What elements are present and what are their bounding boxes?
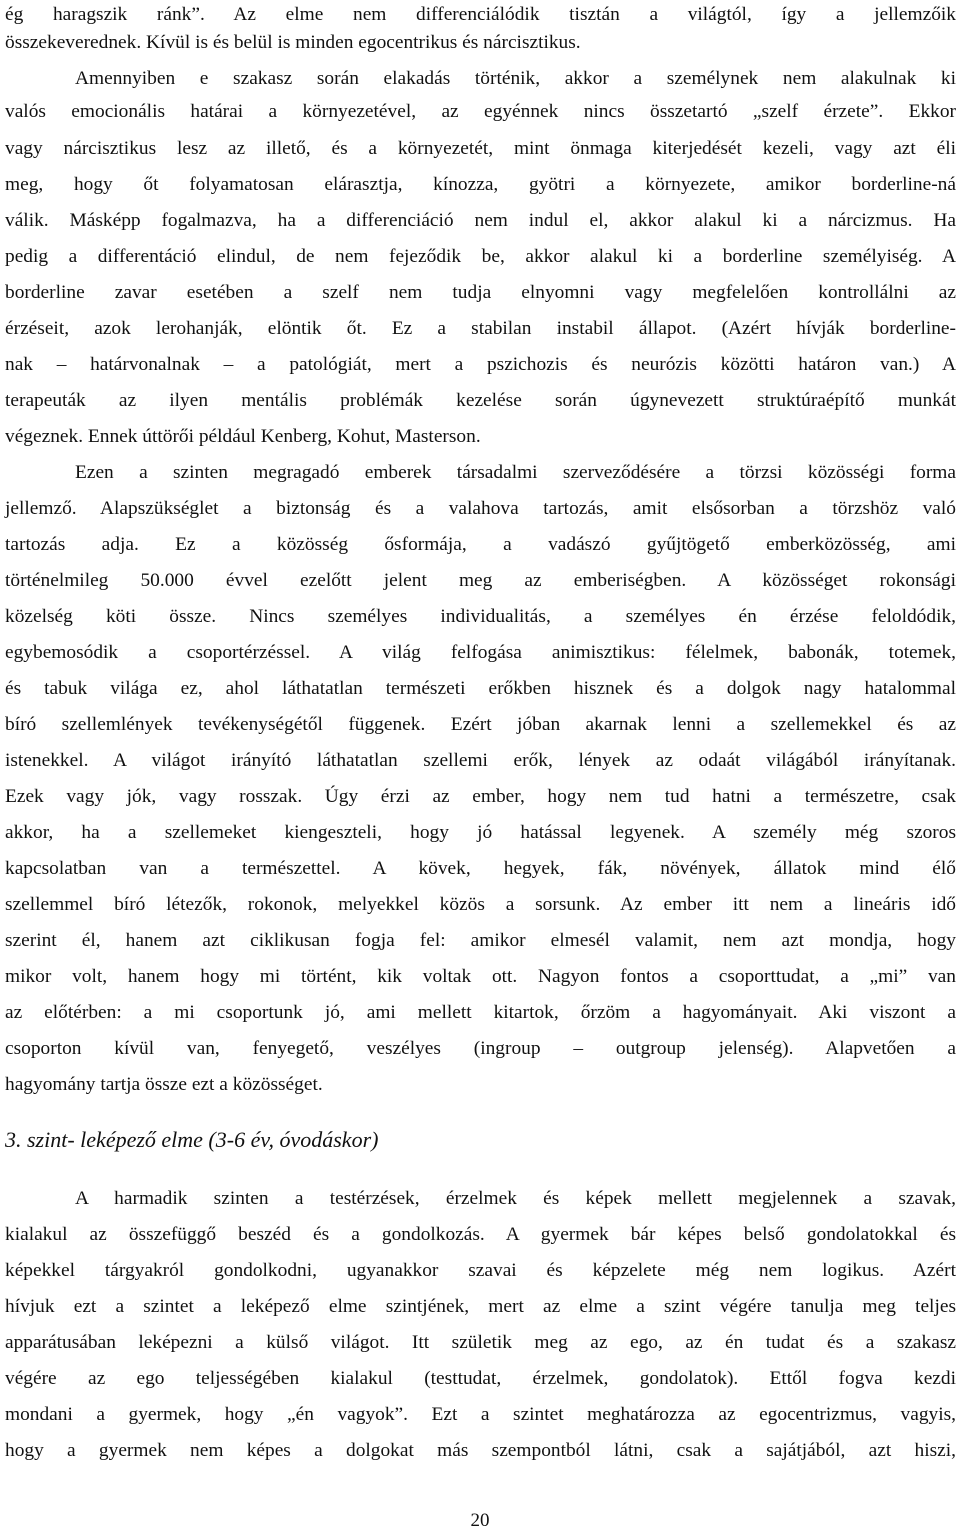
- text-line: Ezen a szinten megragadó emberek társadalmi szerveződésére a törzsi közösségi forma: [75, 462, 956, 483]
- text-line: hogy a gyermek nem képes a dolgokat más szempontból látni, csak a sajátjából, azt hiszi,: [5, 1440, 956, 1461]
- text-line: hagyomány tartja össze ezt a közösséget.: [5, 1074, 323, 1095]
- text-line: mikor volt, hanem hogy mi történt, kik voltak ott. Nagyon fontos a csoporttudat, a „mi” van: [5, 966, 956, 987]
- text-line: képekkel tárgyakról gondolkodni, ugyanakkor szavai és képzelete még nem logikus. Azért: [5, 1260, 956, 1281]
- text-line: közelség köti össze. Nincs személyes individualitás, a személyes én érzése feloldódik,: [5, 606, 956, 627]
- text-line: nak – határvonalnak – a patológiát, mert a pszichozis és neurózis közötti határon van.) A: [5, 354, 956, 375]
- text-line: tartozás adja. Ez a közösség ősformája, a vadászó gyűjtögető emberközösség, ami: [5, 534, 956, 555]
- text-line: válik. Másképp fogalmazva, ha a differenciáció nem indul el, akkor alakul ki a nárcizmus. Ha: [5, 210, 956, 231]
- text-line: apparátusában leképezni a külső világot. Itt születik meg az ego, az én tudat és a szakasz: [5, 1332, 956, 1353]
- text-line: terapeuták az ilyen mentális problémák kezelése során úgynevezett struktúraépítő munkát: [5, 390, 956, 411]
- text-line: istenekkel. A világot irányító láthatatlan szellemi erők, lények az odaát világából irányítanak.: [5, 750, 956, 771]
- text-line: Ezek vagy jók, vagy rosszak. Úgy érzi az ember, hogy nem tud hatni a természetre, csak: [5, 786, 956, 807]
- text-line: pedig a differentáció elindul, de nem fejeződik be, akkor alakul ki a borderline személyiség. A: [5, 246, 956, 267]
- text-line: borderline zavar esetében a szelf nem tudja elnyomni vagy megfelelően kontrollálni az: [5, 282, 956, 303]
- text-line: csoporton kívül van, fenyegető, veszélyes (ingroup – outgroup jelenség). Alapvetően a: [5, 1038, 956, 1059]
- text-line: az előtérben: a mi csoportunk jó, ami mellett kitartok, őrzöm a hagyományait. Aki viszont a: [5, 1002, 956, 1023]
- page-number: 20: [470, 1510, 490, 1531]
- text-line: ég haragszik ránk”. Az elme nem differenciálódik tisztán a világtól, így a jellemzőik: [5, 4, 956, 25]
- text-line: és tabuk világa ez, ahol láthatatlan természeti erőkben hisznek és a dolgok nagy hatalommal: [5, 678, 956, 699]
- text-line: vagy nárcisztikus lesz az illető, és a környezetét, mint önmaga kiterjedését kezeli, vagy azt éli: [5, 138, 956, 159]
- text-line: Amennyiben e szakasz során elakadás történik, akkor a személynek nem alakulnak ki: [75, 68, 956, 89]
- text-line: szerint él, hanem azt ciklikusan fogja fel: amikor elmesél valamit, nem azt mondja, hogy: [5, 930, 956, 951]
- text-line: jellemző. Alapszükséglet a biztonság és a valahova tartozás, amit elsősorban a törzshöz való: [5, 498, 956, 519]
- text-line: A harmadik szinten a testérzések, érzelmek és képek mellett megjelennek a szavak,: [75, 1188, 956, 1209]
- text-line: összekeverednek. Kívül is és belül is minden egocentrikus és nárcisztikus.: [5, 32, 581, 53]
- text-line: szellemmel bíró létezők, rokonok, melyekkel közös a sorsunk. Az ember itt nem a lineáris idő: [5, 894, 956, 915]
- text-line: hívjuk ezt a szintet a leképező elme szintjének, mert az elme a szint végére tanulja meg teljes: [5, 1296, 956, 1317]
- section-heading: 3. szint- leképező elme (3-6 év, óvodáskor): [5, 1127, 379, 1152]
- text-line: egybemosódik a csoportérzéssel. A világ felfogása animisztikus: félelmek, babonák, totemek,: [5, 642, 956, 663]
- text-line: végére az ego teljességében kialakul (testtudat, érzelmek, gondolatok). Ettől fogva kezdi: [5, 1368, 956, 1389]
- text-line: bíró szellemlények tevékenységétől függenek. Ezért jóban akarnak lenni a szellemekkel és az: [5, 714, 956, 735]
- text-line: kapcsolatban van a természettel. A kövek, hegyek, fák, növények, állatok mind élő: [5, 858, 956, 879]
- text-line: mondani a gyermek, hogy „én vagyok”. Ezt a szintet meghatározza az egocentrizmus, vagyis,: [5, 1404, 956, 1425]
- text-line: meg, hogy őt folyamatosan elárasztja, kínozza, gyötri a környezete, amikor borderline-ná: [5, 174, 956, 195]
- text-line: történelmileg 50.000 évvel ezelőtt jelent meg az emberiségben. A közösséget rokonsági: [5, 570, 956, 591]
- text-line: végeznek. Ennek úttörői például Kenberg, Kohut, Masterson.: [5, 426, 481, 447]
- text-line: érzéseit, azok lerohanják, elöntik őt. Ez a stabilan instabil állapot. (Azért hívják borderline-: [5, 318, 956, 339]
- text-line: akkor, ha a szellemeket kiengeszteli, hogy jó hatással legyenek. A személy még szoros: [5, 822, 956, 843]
- text-line: kialakul az összefüggő beszéd és a gondolkozás. A gyermek bár képes belső gondolatokkal és: [5, 1224, 956, 1245]
- text-line: valós emocionális határai a környezetével, az egyénnek nincs összetartó „szelf érzete”. Ekkor: [5, 101, 956, 122]
